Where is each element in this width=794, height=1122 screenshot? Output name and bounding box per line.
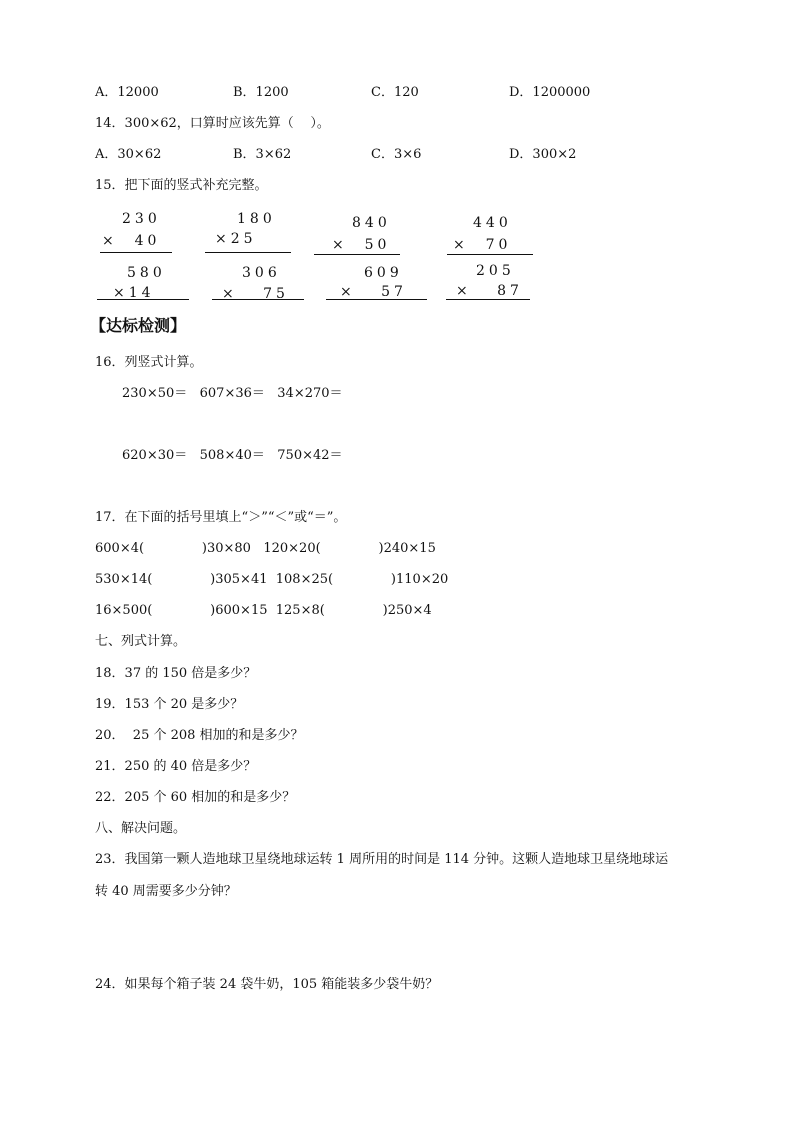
vertical-rule xyxy=(447,254,533,255)
q23-line1: 23．我国第一颗人造地球卫星绕地球运转 1 周所用的时间是 114 分钟。这颗人造地球卫星绕地球运 xyxy=(95,852,669,867)
vertical-bottom-number: × 50 xyxy=(332,237,391,253)
vertical-top-number: 609 xyxy=(364,265,403,281)
q22: 22．205 个 60 相加的和是多少？ xyxy=(95,790,296,805)
vertical-bottom-number: × 75 xyxy=(222,286,289,302)
q15-stem: 15．把下面的竖式补充完整。 xyxy=(95,178,268,193)
vertical-rule xyxy=(100,252,172,253)
vertical-rule xyxy=(326,299,427,300)
q21: 21．250 的 40 倍是多少？ xyxy=(95,759,257,774)
q14-option-a: A．30×62 xyxy=(95,147,162,162)
q16-row2: 620×30＝ 508×40＝ 750×42＝ xyxy=(122,448,343,463)
vertical-problem xyxy=(212,264,307,309)
q17-row: 530×14( )305×41 108×25( )110×20 xyxy=(95,572,449,587)
section-7-title: 七、列式计算。 xyxy=(95,634,187,649)
q18: 18．37 的 150 倍是多少？ xyxy=(95,666,257,681)
vertical-top-number: 205 xyxy=(476,263,515,279)
vertical-problem xyxy=(447,214,537,259)
vertical-bottom-number: × 70 xyxy=(453,237,512,253)
q14-option-c: C．3×6 xyxy=(371,147,422,162)
vertical-bottom-number: ×14 xyxy=(113,285,155,301)
vertical-rule xyxy=(314,254,400,255)
vertical-top-number: 306 xyxy=(242,265,281,281)
vertical-top-number: 440 xyxy=(473,215,512,231)
vertical-rule xyxy=(212,299,304,300)
vertical-top-number: 580 xyxy=(127,265,166,281)
q23-line2: 转 40 周需要多少分钟？ xyxy=(95,884,237,899)
vertical-top-number: 230 xyxy=(122,211,161,227)
vertical-problem xyxy=(205,210,295,255)
vertical-bottom-number: × 87 xyxy=(456,283,523,299)
q14-stem: 14．300×62，口算时应该先算（ ）。 xyxy=(95,116,330,131)
vertical-top-number: 840 xyxy=(352,215,391,231)
vertical-bottom-number: × 57 xyxy=(340,284,407,300)
vertical-top-number: 180 xyxy=(237,211,276,227)
q16-stem: 16．列竖式计算。 xyxy=(95,355,203,370)
q14-option-b: B．3×62 xyxy=(233,147,292,162)
vertical-problem xyxy=(314,214,404,259)
q13-option-c: C．120 xyxy=(371,85,419,100)
q14-option-d: D．300×2 xyxy=(509,147,577,162)
vertical-bottom-number: × 40 xyxy=(102,233,161,249)
q13-option-d: D．1200000 xyxy=(509,85,591,100)
vertical-problem xyxy=(97,264,192,309)
q24: 24．如果每个箱子装 24 袋牛奶，105 箱能装多少袋牛奶？ xyxy=(95,977,439,992)
q13-option-a: A．12000 xyxy=(95,85,159,100)
q17-row: 16×500( )600×15 125×8( )250×4 xyxy=(95,603,432,618)
vertical-rule xyxy=(446,299,530,300)
vertical-problem xyxy=(326,264,431,309)
q19: 19．153 个 20 是多少？ xyxy=(95,697,244,712)
q17-stem: 17．在下面的括号里填上“＞”“＜”或“＝”。 xyxy=(95,510,347,525)
vertical-bottom-number: ×25 xyxy=(215,231,257,247)
q13-option-b: B．1200 xyxy=(233,85,289,100)
q20: 20． 25 个 208 相加的和是多少？ xyxy=(95,728,304,743)
vertical-rule xyxy=(97,299,189,300)
vertical-problem xyxy=(446,262,536,307)
q16-row1: 230×50＝ 607×36＝ 34×270＝ xyxy=(122,386,343,401)
vertical-problem xyxy=(100,210,180,255)
q17-row: 600×4( )30×80 120×20( )240×15 xyxy=(95,541,436,556)
vertical-rule xyxy=(205,252,291,253)
section-heading: 【达标检测】 xyxy=(90,316,187,335)
section-8-title: 八、解决问题。 xyxy=(95,821,187,836)
